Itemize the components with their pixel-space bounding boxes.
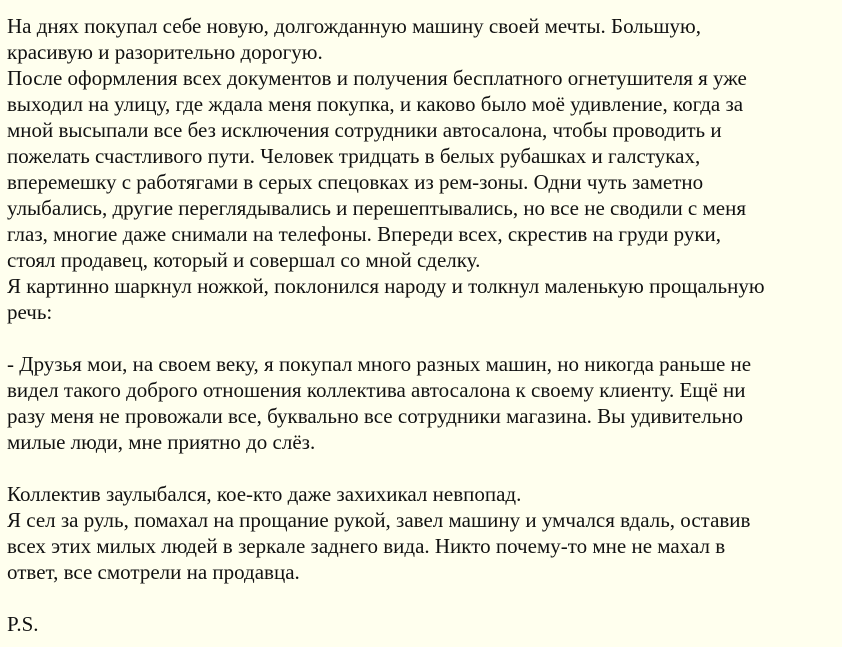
text-line: На днях покупал себе новую, долгожданную машину своей мечты. Большую, <box>7 14 701 38</box>
text-line: мной высыпали все без исключения сотрудники автосалона, чтобы проводить и <box>7 118 722 142</box>
text-line: Коллектив заулыбался, кое-кто даже захихикал невпопад. <box>7 482 522 506</box>
paragraph-staff-reaction <box>7 481 830 507</box>
blank-line <box>7 585 830 611</box>
blank-line <box>7 325 830 351</box>
text-line: видел такого доброго отношения коллектива автосалона к своему клиенту. Ещё ни <box>7 378 746 402</box>
text-line: ответ, все смотрели на продавца. <box>7 560 300 584</box>
blank-line <box>7 455 830 481</box>
paragraph-speech-intro <box>7 273 830 325</box>
text-line: Я картинно шаркнул ножкой, поклонился народу и толкнул маленькую прощальную <box>7 274 765 298</box>
text-line: вперемешку с работягами в серых спецовках из рем-зоны. Одни чуть заметно <box>7 170 704 194</box>
paragraph-staff-farewell <box>7 65 830 273</box>
text-line: выходил на улицу, где ждала меня покупка, и каково было моё удивление, когда за <box>7 92 744 116</box>
text-line: улыбались, другие переглядывались и перешептывались, но все не сводили с меня <box>7 196 747 220</box>
paragraph-postscript <box>7 611 830 637</box>
text-line: всех этих милых людей в зеркале заднего вида. Никто почему-то мне не махал в <box>7 534 726 558</box>
text-line: После оформления всех документов и получения бесплатного огнетушителя я уже <box>7 66 747 90</box>
text-line: милые люди, мне приятно до слёз. <box>7 430 316 454</box>
text-line: речь: <box>7 300 53 324</box>
text-line: стоял продавец, который и совершал со мной сделку. <box>7 248 481 272</box>
text-line: Я сел за руль, помахал на прощание рукой, завел машину и умчался вдаль, оставив <box>7 508 751 532</box>
paragraph-purchase <box>7 13 830 65</box>
paragraph-departure <box>7 507 830 585</box>
text-line: глаз, многие даже снимали на телефоны. Впереди всех, скрестив на груди руки, <box>7 222 722 246</box>
text-line: - Друзья мои, на своем веку, я покупал много разных машин, но никогда раньше не <box>7 352 752 376</box>
text-line: пожелать счастливого пути. Человек тридцать в белых рубашках и галстуках, <box>7 144 701 168</box>
text-line: разу меня не провожали все, буквально все сотрудники магазина. Вы удивительно <box>7 404 744 428</box>
paragraph-speech <box>7 351 830 455</box>
postscript: P.S. <box>7 612 39 636</box>
text-line: красивую и разорительно дорогую. <box>7 40 323 64</box>
